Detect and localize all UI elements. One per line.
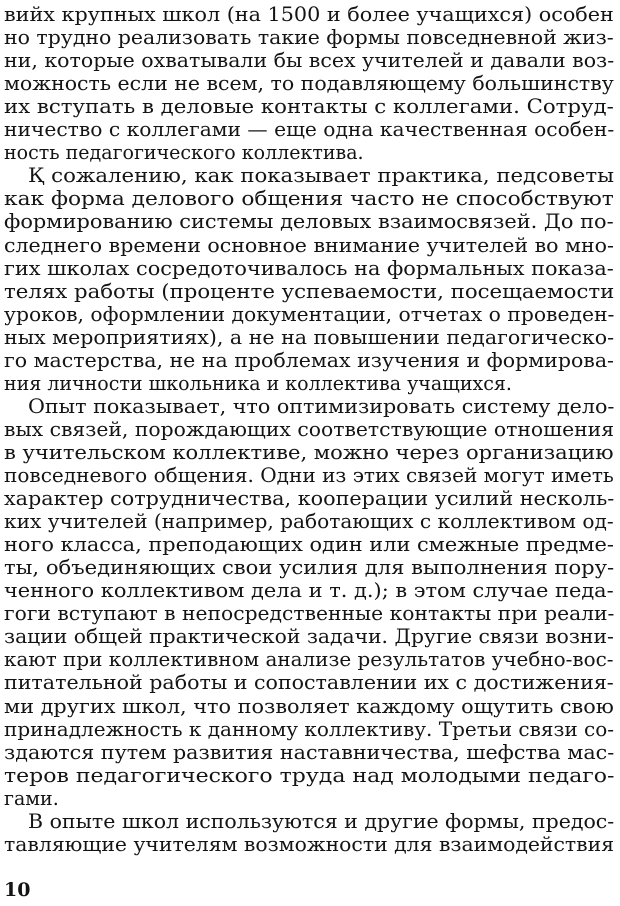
text-line: го мастерства, не на проблемах изучения и формирова- [4,347,614,372]
text-line: принадлежность к данному коллективу. Третьи связи со- [4,716,615,741]
text-line: ния личности школьника и коллектива учащихся. [4,370,512,395]
text-line: формированию системы деловых взаимосвязей. До по- [4,209,614,234]
text-line: здаются путем развития наставничества, шефства мас- [4,739,615,764]
text-line: как форма делового общения часто не способствуют [4,186,614,211]
text-line: В опыте школ используются и другие формы, предос- [28,808,615,833]
text-line: можность если не всем, то подавляющему большинству [4,71,614,96]
page-number: 10 [4,879,31,901]
text-line: но трудно реализовать такие формы повседневной жиз- [4,25,614,50]
text-line: характер сотрудничества, кооперации усилий несколь- [4,486,615,511]
text-line: их вступать в деловые контакты с коллегами. Сотруд- [4,94,614,119]
text-line: тавляющие учителям возможности для взаимодействия [4,831,615,856]
text-line: ность педагогического коллектива. [4,140,364,165]
text-line: Қ сожалению, как показывает практика, педсоветы [28,163,614,188]
text-line: телях работы (проценте успеваемости, посещаемости [4,278,615,303]
text-line: следнего времени основное внимание учителей во мно- [4,232,614,257]
text-line: ни, которые охватывали бы всех учителей и давали воз- [4,48,615,73]
text-line: вийх крупных школ (на 1500 и более учащихся) особен [4,2,614,26]
text-line: Опыт показывает, что оптимизировать систему дело- [28,393,615,418]
text-line: ничество с коллегами — еще одна качественная особен- [4,117,615,142]
text-line: гами. [4,785,59,810]
text-line: ких учителей (например, работающих с коллективом од- [4,509,614,534]
text-line: повседневого общения. Одни из этих связей могут иметь [4,463,614,487]
text-line: ных мероприятиях), а не на повышении педагогическо- [4,324,615,349]
text-line: в учительском коллективе, можно через организацию [4,439,614,464]
text-line: теров педагогического труда над молодыми педаго- [4,762,615,787]
text-line: уроков, оформлении документации, отчетах о проведен- [4,301,615,326]
text-line: питательной работы и сопоставлении их с достижения- [4,670,614,695]
text-line: ченного коллективом дела и т. д.); в этом случае педа- [4,578,614,603]
text-line: гоги вступают в непосредственные контакты при реали- [4,601,615,626]
text-line: ты, объединяющих свои усилия для выполнения пору- [4,555,615,580]
text-line: ного класса, преподающих один или смежные предме- [4,532,614,557]
text-line: ми других школ, что позволяет каждому ощутить свою [4,693,614,718]
text-line: кают при коллективном анализе результатов учебно-вос- [4,647,614,672]
text-line: вых связей, порождающих соответствующие отношения [4,416,615,441]
text-line: зации общей практической задачи. Другие связи возни- [4,624,614,649]
text-line: гих школах сосредоточивалось на формальных показа- [4,255,614,280]
